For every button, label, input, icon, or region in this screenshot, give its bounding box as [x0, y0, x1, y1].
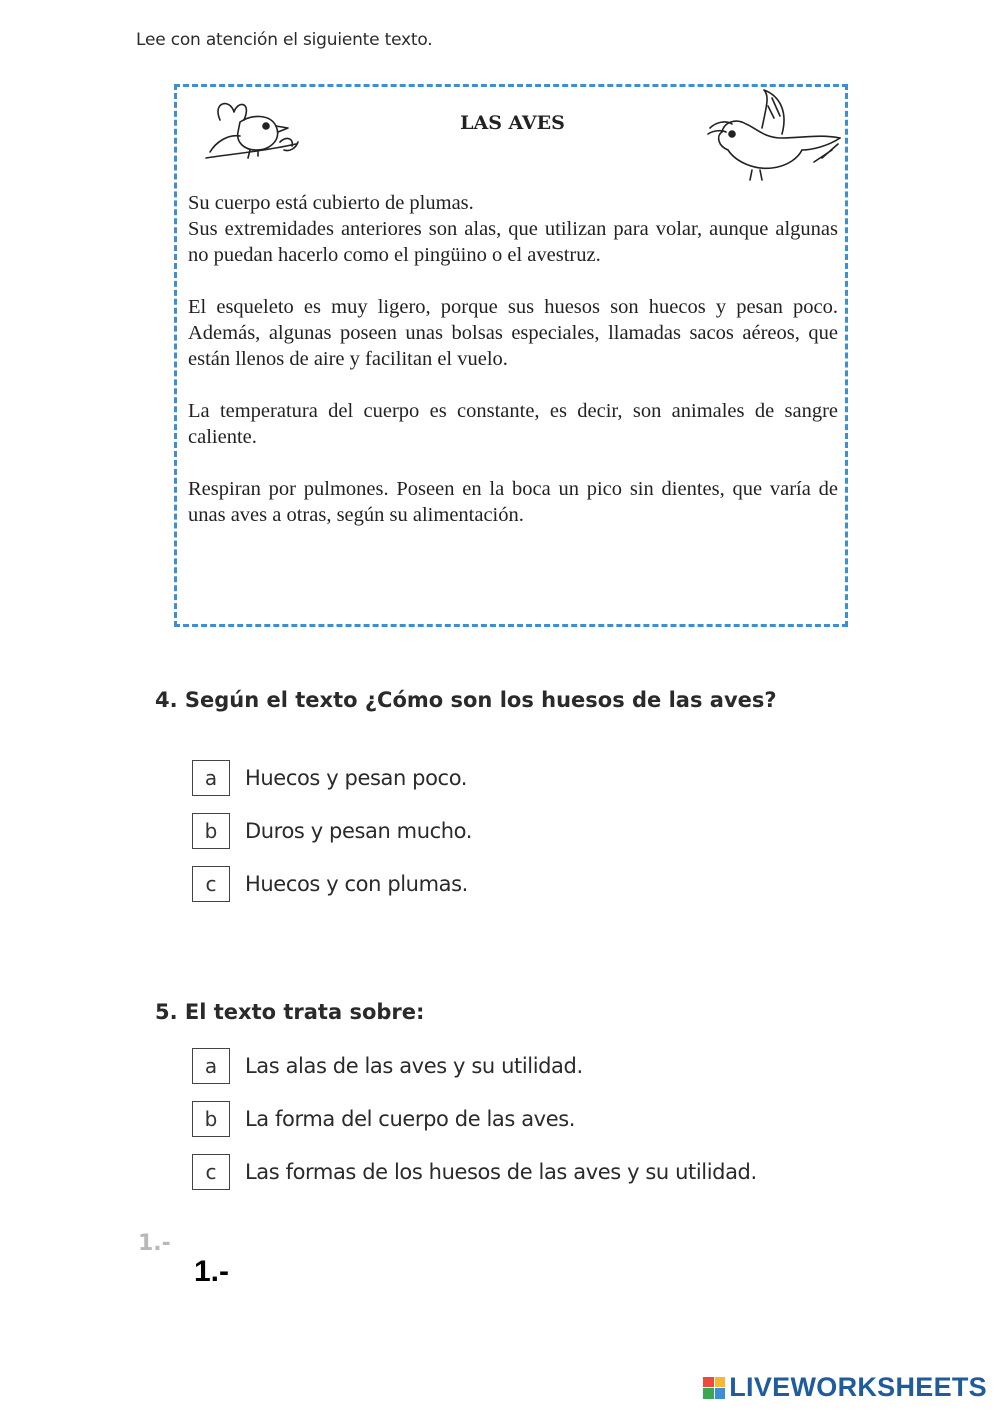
- question-4-option-c[interactable]: [192, 865, 468, 903]
- reading-paragraph-4: [188, 476, 838, 528]
- reading-paragraph-1: [188, 190, 838, 268]
- question-5-option-a[interactable]: [192, 1047, 583, 1085]
- logo-tile: [703, 1388, 714, 1399]
- logo-tile: [715, 1388, 726, 1399]
- logo-tile: [715, 1377, 726, 1388]
- option-label: Huecos y pesan poco.: [245, 766, 468, 790]
- question-5-option-c[interactable]: [192, 1153, 757, 1191]
- instruction-text: Lee con atención el siguiente texto.: [136, 30, 433, 50]
- question-4-text: 4. Según el texto ¿Cómo son los huesos de las aves?: [155, 688, 777, 712]
- reading-paragraph-3: [188, 398, 838, 450]
- option-label: Huecos y con plumas.: [245, 872, 468, 896]
- faded-question-number: 1.-: [138, 1231, 171, 1256]
- answer-checkbox[interactable]: b: [192, 1101, 230, 1137]
- reading-line: Sus extremidades anteriores son alas, que utilizan para volar, aunque algunas no puedan hacerlo como el pingüino o el avestruz.: [188, 218, 838, 266]
- option-label: Las formas de los huesos de las aves y su utilidad.: [245, 1160, 757, 1184]
- reading-line: Su cuerpo está cubierto de plumas.: [188, 192, 474, 214]
- answer-checkbox[interactable]: a: [192, 1048, 230, 1084]
- option-label: Las alas de las aves y su utilidad.: [245, 1054, 583, 1078]
- brand-text: LIVEWORKSHEETS: [729, 1372, 987, 1402]
- question-5-text: 5. El texto trata sobre:: [155, 1000, 425, 1024]
- answer-number-label: 1.-: [194, 1255, 230, 1288]
- liveworksheets-logo-icon: [703, 1377, 725, 1399]
- answer-checkbox[interactable]: b: [192, 813, 230, 849]
- reading-title: LAS AVES: [460, 112, 565, 134]
- question-5-option-b[interactable]: [192, 1100, 575, 1138]
- parrot-flying-icon: [702, 88, 844, 188]
- liveworksheets-brand[interactable]: [703, 1372, 987, 1403]
- reading-body: [188, 190, 838, 554]
- reading-line: Respiran por pulmones. Poseen en la boca un pico sin dientes, que varía de unas aves a otras, según su alimentación.: [188, 478, 838, 526]
- question-4-option-a[interactable]: [192, 759, 467, 797]
- question-4-option-b[interactable]: [192, 812, 472, 850]
- answer-checkbox[interactable]: c: [192, 1154, 230, 1190]
- reading-paragraph-2: [188, 294, 838, 372]
- reading-line: El esqueleto es muy ligero, porque sus huesos son huecos y pesan poco. Además, algunas poseen unas bolsas especiales, llamadas sacos aéreos, que están llenos de aire y facilitan el vuelo.: [188, 296, 838, 370]
- answer-checkbox[interactable]: c: [192, 866, 230, 902]
- option-label: La forma del cuerpo de las aves.: [245, 1107, 576, 1131]
- logo-tile: [703, 1377, 714, 1388]
- answer-checkbox[interactable]: a: [192, 760, 230, 796]
- reading-line: La temperatura del cuerpo es constante, es decir, son animales de sangre caliente.: [188, 400, 838, 448]
- option-label: Duros y pesan mucho.: [245, 819, 473, 843]
